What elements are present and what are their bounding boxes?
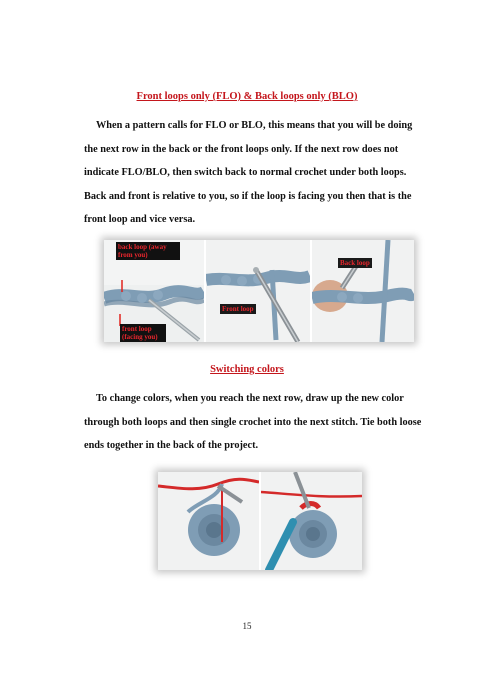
loops-photo-strip xyxy=(104,240,414,342)
front-loop-facing-label: front loop (facing you) xyxy=(120,324,166,342)
front-loop-label: Front loop xyxy=(222,305,254,313)
back-loop-label: back loop (away from you) xyxy=(116,242,180,260)
switching-colors-paragraph xyxy=(84,387,424,458)
back-loop-photo-label: Back loop xyxy=(340,259,370,267)
section-title-flo-blo: Front loops only (FLO) & Back loops only (BLO) xyxy=(136,91,358,102)
flo-blo-paragraph-text: When a pattern calls for FLO or BLO, this means that you will be doing the next row in the back or the front loops only. If the next row does not indicate FLO/BLO, then switch back to normal crochet under both loops. Back and front is relative to you, so if the loop is facing you then that is the front loop and vice versa. xyxy=(84,120,413,225)
back-loop-photo xyxy=(312,240,414,342)
back-front-loop-photo xyxy=(104,240,204,342)
color-change-image-2 xyxy=(261,472,362,570)
switching-colors-paragraph-text: To change colors, when you reach the next row, draw up the new color through both loops and then single crochet into the next stitch. Tie both loose ends together in the back of the project. xyxy=(84,393,422,451)
page-number: 15 xyxy=(242,621,252,631)
flo-blo-paragraph xyxy=(84,114,424,232)
color-change-photo-1 xyxy=(158,472,259,570)
switching-colors-photo-strip xyxy=(158,472,362,570)
yarn-hand-hook-image xyxy=(312,240,414,342)
color-change-photo-2 xyxy=(261,472,362,570)
color-change-image-1 xyxy=(158,472,259,570)
section-title-switching-colors: Switching colors xyxy=(210,364,284,375)
yarn-hook-image xyxy=(206,240,310,342)
front-loop-photo xyxy=(206,240,310,342)
